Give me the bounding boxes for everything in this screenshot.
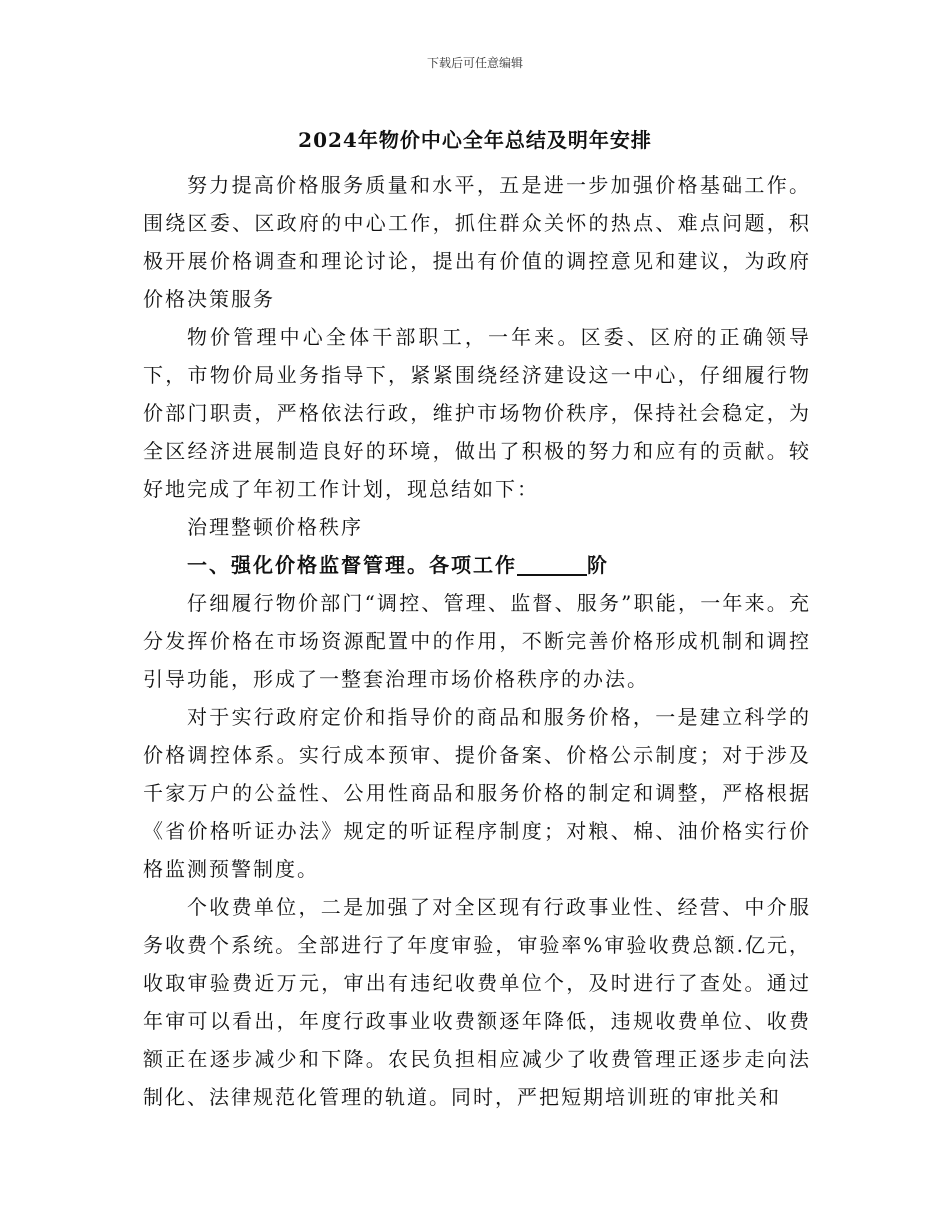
- section-heading-text: 一、强化价格监督管理。各项工作: [187, 553, 517, 577]
- section-heading: [143, 546, 811, 584]
- paragraph-2: 物价管理中心全体干部职工，一年来。区委、区府的正确领导下，市物价局业务指导下，紧紧围绕经济建设这一中心，仔细履行物价部门职责，严格依法行政，维护市场物价秩序，保持社会稳定，为全区经济进展制造良好的环境，做出了积极的努力和应有的贡献。较好地完成了年初工作计划，现总结如下：: [143, 325, 811, 501]
- paragraph-5: 对于实行政府定价和指导价的商品和服务价格，一是建立科学的价格调控体系。实行成本预审、提价备案、价格公示制度；对于涉及千家万户的公益性、公用性商品和服务价格的制定和调整，严格根据《省价格听证办法》规定的听证程序制度；对粮、棉、油价格实行价格监测预警制度。: [143, 705, 811, 881]
- section-heading-tail: 阶: [587, 553, 609, 577]
- blank-underline: [517, 554, 587, 576]
- paragraph-6: 个收费单位，二是加强了对全区现有行政事业性、经营、中介服务收费个系统。全部进行了年度审验，审验率%审验收费总额.亿元，收取审验费近万元，审出有违纪收费单位个，及时进行了查处。通过年审可以看出，年度行政事业收费额逐年降低，违规收费单位、收费额正在逐步减少和下降。农民负担相应减少了收费管理正逐步走向法制化、法律规范化管理的轨道。同时，严把短期培训班的审批关和: [143, 895, 811, 1109]
- document-body: [143, 166, 811, 1116]
- paragraph-4: 仔细履行物价部门“调控、管理、监督、服务”职能，一年来。充分发挥价格在市场资源配置中的作用，不断完善价格形成机制和调控引导功能，形成了一整套治理市场价格秩序的办法。: [143, 591, 811, 691]
- paragraph-1: 努力提高价格服务质量和水平，五是进一步加强价格基础工作。围绕区委、区政府的中心工作，抓住群众关怀的热点、难点问题，积极开展价格调查和理论讨论，提出有价值的调控意见和建议，为政府价格决策服务: [143, 173, 811, 311]
- paragraph-3: 治理整顿价格秩序: [187, 515, 363, 539]
- document-title: 2024年物价中心全年总结及明年安排: [298, 128, 652, 152]
- header-note: 下载后可任意编辑: [426, 56, 523, 70]
